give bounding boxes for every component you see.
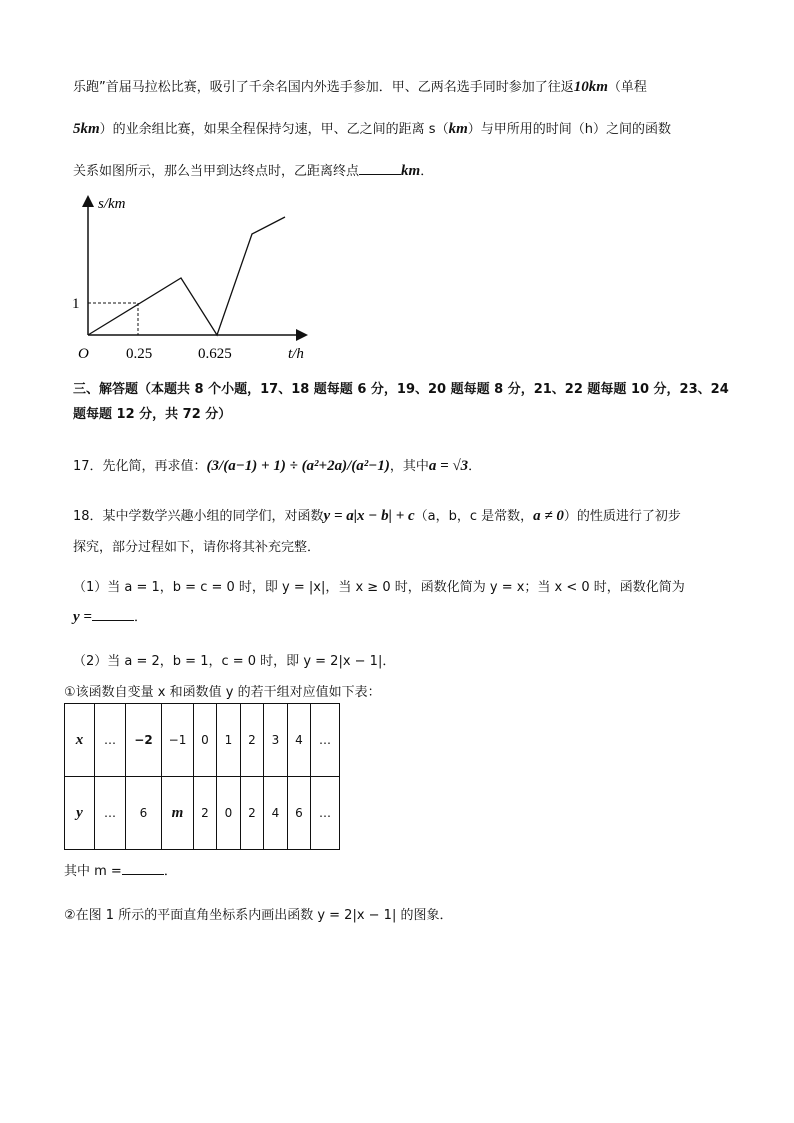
distance-time-graph <box>60 190 320 365</box>
q18-part1: （1）当 a = 1，b = c = 0 时，即 y = |x|，当 x ≥ 0 时，函数化简为 y = x；当 x < 0 时，函数化简为 <box>73 580 685 595</box>
value-table <box>64 703 340 850</box>
q18-m-answer: 其中 m = ． <box>64 864 177 879</box>
q18-part2-2: ②在图 1 所示的平面直角坐标系内画出函数 y = 2|x − 1| 的图象． <box>64 908 453 923</box>
q18-line1: 18．某中学数学兴趣小组的同学们，对函数y = a|x − b| + c（a，b，c 是常数，a ≠ 0）的性质进行了初步 <box>73 508 681 524</box>
answer-blank[interactable] <box>92 608 134 621</box>
q16-line2: 5km）的业余组比赛，如果全程保持匀速，甲、乙之间的距离 s（km）与甲所用的时间（h）之间的函数 <box>73 121 671 137</box>
x-axis-label: t/h <box>288 346 304 362</box>
section-heading: 三、解答题（本题共 8 个小题，17、18 题每题 6 分，19、20 题每题 8 分，21、22 题每题 10 分，23、24 <box>73 382 729 397</box>
answer-blank[interactable] <box>122 862 164 875</box>
section-heading-cont: 题每题 12 分，共 72 分） <box>73 407 232 422</box>
y-tick: 1 <box>72 296 80 312</box>
q18-table-intro: ①该函数自变量 x 和函数值 y 的若干组对应值如下表： <box>64 685 381 700</box>
q18-line2: 探究，部分过程如下，请你将其补充完整． <box>73 540 321 555</box>
y-axis-label: s/km <box>98 196 126 212</box>
q16-line1: 乐跑”首届马拉松比赛，吸引了千余名国内外选手参加．甲、乙两名选手同时参加了往返10km（单程 <box>73 79 647 95</box>
graph-line <box>88 217 285 335</box>
x-tick: 0.625 <box>198 346 232 362</box>
q17: 17．先化简，再求值：(3/(a−1) + 1) ÷ (a²+2a)/(a²−1)，其中a = √3． <box>73 458 482 474</box>
q18-part1-answer: y = ． <box>73 609 147 625</box>
answer-blank[interactable] <box>359 162 401 175</box>
x-tick: 0.25 <box>126 346 153 362</box>
q16-line3: 关系如图所示，那么当甲到达终点时，乙距离终点 km． <box>73 163 434 179</box>
origin-label: O <box>78 346 89 362</box>
table-row-y: y … 6 m 2 0 2 4 6 … <box>65 777 340 850</box>
table-row-x: x … −2 −1 0 1 2 3 4 … <box>65 704 340 777</box>
q18-part2: （2）当 a = 2，b = 1，c = 0 时，即 y = 2|x − 1|． <box>73 654 396 669</box>
